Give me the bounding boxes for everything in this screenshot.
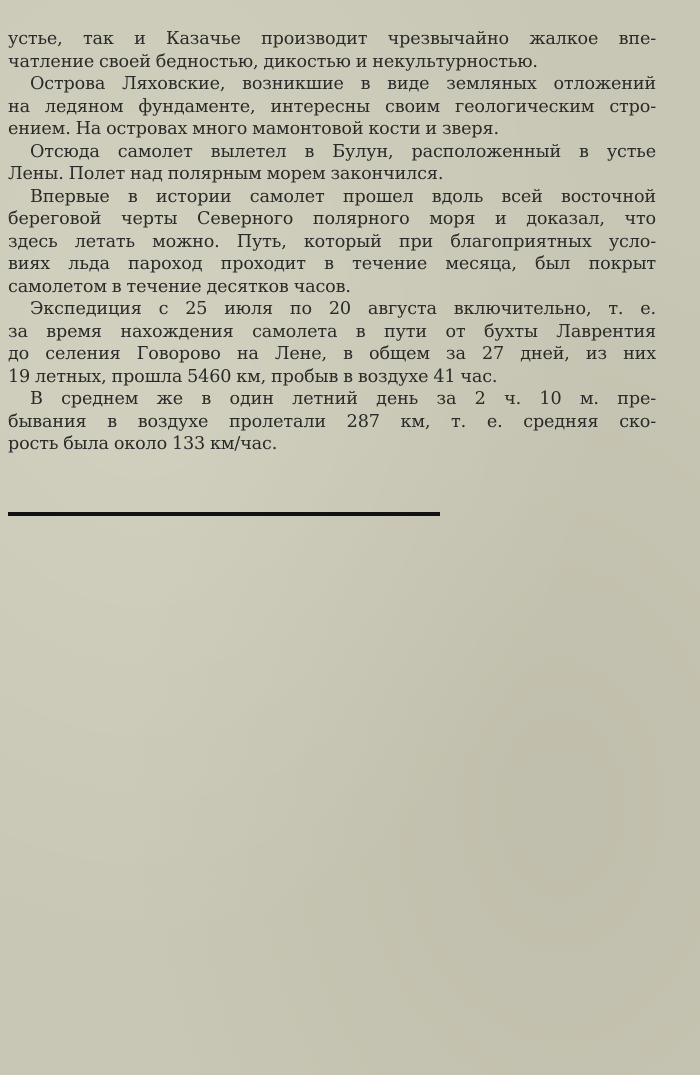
- text-line: на ледяном фундаменте, интересны своим геологическим стро-: [8, 96, 656, 117]
- text-line: 19 летных, прошла 5460 км, пробыв в воздухе 41 час.: [8, 366, 498, 387]
- text-line: самолетом в течение десятков часов.: [8, 276, 351, 297]
- paragraph-3: [8, 141, 656, 186]
- paragraph-4: [8, 186, 656, 299]
- text-line: рость была около 133 км/час.: [8, 434, 278, 454]
- paragraph-6: [8, 388, 656, 456]
- paragraph-1: [8, 28, 656, 73]
- text-line: Острова Ляховские, возникшие в виде земляных отложений: [30, 74, 656, 94]
- text-line: Отсюда самолет вылетел в Булун, расположенный в устье: [30, 141, 656, 162]
- text-line: В среднем же в один летний день за 2 ч. 10 м. пре-: [30, 389, 656, 409]
- text-line: береговой черты Северного полярного моря и доказал, что: [8, 209, 656, 229]
- text-line: бывания в воздухе пролетали 287 км, т. е. средняя ско-: [8, 411, 656, 432]
- paragraph-2: [8, 73, 656, 141]
- text-line: Экспедиция с 25 июля по 20 августа включительно, т. е.: [30, 299, 656, 319]
- text-line: Впервые в истории самолет прошел вдоль всей восточной: [30, 186, 656, 207]
- text-line: за время нахождения самолета в пути от бухты Лаврентия: [8, 321, 656, 342]
- text-line: до селения Говорово на Лене, в общем за 27 дней, из них: [8, 344, 656, 364]
- end-of-text-rule: [8, 512, 440, 516]
- text-line: здесь летать можно. Путь, который при благоприятных усло-: [8, 231, 656, 252]
- text-line: ением. На островах много мамонтовой кости и зверя.: [8, 119, 499, 139]
- text-line: устье, так и Казачье производит чрезвычайно жалкое впе-: [8, 29, 656, 49]
- body-text: [8, 28, 656, 456]
- text-line: виях льда пароход проходит в течение месяца, был покрыт: [8, 254, 656, 274]
- text-line: чатление своей бедностью, дикостью и некультурностью.: [8, 51, 538, 72]
- text-line: Лены. Полет над полярным морем закончился.: [8, 164, 444, 184]
- paragraph-5: [8, 298, 656, 388]
